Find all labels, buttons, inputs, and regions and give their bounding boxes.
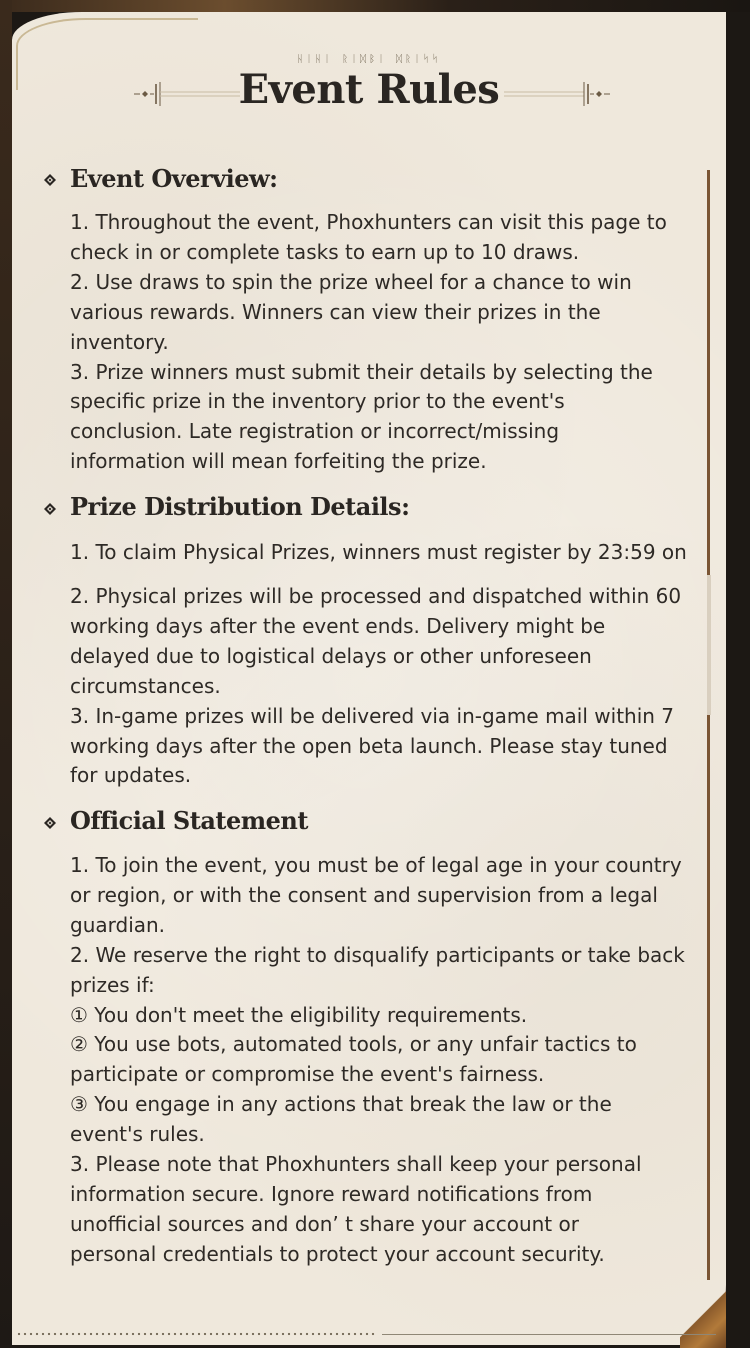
text-line: ③ You engage in any actions that break the law or the bbox=[70, 1092, 612, 1117]
text-line: 3. In-game prizes will be delivered via in-game mail within 7 bbox=[70, 703, 675, 728]
top-border bbox=[0, 0, 750, 12]
page-title: Event Rules bbox=[238, 66, 500, 113]
text-line: 3. Please note that Phoxhunters shall keep your personal bbox=[70, 1152, 642, 1177]
text-line: 2. We reserve the right to disqualify participants or take back bbox=[70, 942, 685, 967]
text-line: 2. Use draws to spin the prize wheel for a chance to win bbox=[70, 269, 632, 294]
section-title-prize-distribution: Prize Distribution Details: bbox=[70, 492, 410, 521]
scrollbar-track[interactable] bbox=[707, 170, 710, 1280]
text-line: working days after the event ends. Delivery might be bbox=[70, 613, 606, 638]
text-line: delayed due to logistical delays or other unforeseen bbox=[70, 643, 592, 668]
text-line: various rewards. Winners can view their prizes in the bbox=[70, 299, 601, 324]
text-line: specific prize in the inventory prior to the event's bbox=[70, 389, 565, 414]
panel-corner-accent bbox=[680, 1290, 726, 1348]
text-line: ② You use bots, automated tools, or any unfair tactics to bbox=[70, 1032, 637, 1057]
dotted-line bbox=[16, 1332, 376, 1336]
text-line: prizes if: bbox=[70, 972, 155, 997]
scrollbar-thumb[interactable] bbox=[707, 575, 711, 715]
section-bullet-icon bbox=[44, 817, 56, 829]
section-bullet-icon bbox=[44, 174, 56, 186]
text-line: personal credentials to protect your account security. bbox=[70, 1241, 605, 1266]
text-line: or region, or with the consent and supervision from a legal bbox=[70, 882, 658, 907]
text-line: participate or compromise the event's fairness. bbox=[70, 1062, 545, 1087]
rune-subtitle: ᚺᛁᚺᛁ ᚱᛁᛞᛒᛁ ᛞᚱᛁᛋᛋ bbox=[296, 54, 442, 65]
text-line: 3. Prize winners must submit their details by selecting the bbox=[70, 359, 653, 384]
text-line: 2. Physical prizes will be processed and dispatched within 60 bbox=[70, 584, 682, 608]
title-ornament-right-icon bbox=[502, 78, 612, 108]
text-line: check in or complete tasks to earn up to 10 draws. bbox=[70, 239, 580, 264]
text-line: 1. Throughout the event, Phoxhunters can visit this page to bbox=[70, 210, 667, 234]
text-line: circumstances. bbox=[70, 673, 221, 698]
section-title-official-statement: Official Statement bbox=[70, 806, 308, 835]
text-line: information secure. Ignore reward notifications from bbox=[70, 1181, 593, 1206]
text-line: 1. To claim Physical Prizes, winners must register by 23:59 on bbox=[70, 540, 687, 564]
text-line: guardian. bbox=[70, 912, 166, 937]
text-line: unofficial sources and don’ t share your account or bbox=[70, 1211, 579, 1236]
section-body-prize-distribution bbox=[70, 538, 685, 568]
text-line: information will mean forfeiting the prize. bbox=[70, 449, 487, 474]
left-border bbox=[0, 0, 12, 1348]
solid-line bbox=[382, 1334, 716, 1335]
text-line: ① You don't meet the eligibility requirements. bbox=[70, 1002, 528, 1027]
section-bullet-icon bbox=[44, 503, 56, 515]
text-line: for updates. bbox=[70, 763, 192, 788]
text-line: working days after the open beta launch. Please stay tuned bbox=[70, 733, 668, 758]
panel-header bbox=[12, 50, 726, 130]
text-line: event's rules. bbox=[70, 1122, 205, 1147]
section-title-overview: Event Overview: bbox=[70, 164, 278, 193]
bottom-divider bbox=[16, 1331, 716, 1337]
section-body-official-statement bbox=[70, 851, 685, 1270]
section-body-overview bbox=[70, 208, 685, 477]
text-line: conclusion. Late registration or incorrect/missing bbox=[70, 419, 560, 444]
section-body-prize-distribution-cont bbox=[70, 582, 685, 791]
text-line: inventory. bbox=[70, 329, 169, 354]
text-line: 1. To join the event, you must be of legal age in your country bbox=[70, 853, 682, 877]
